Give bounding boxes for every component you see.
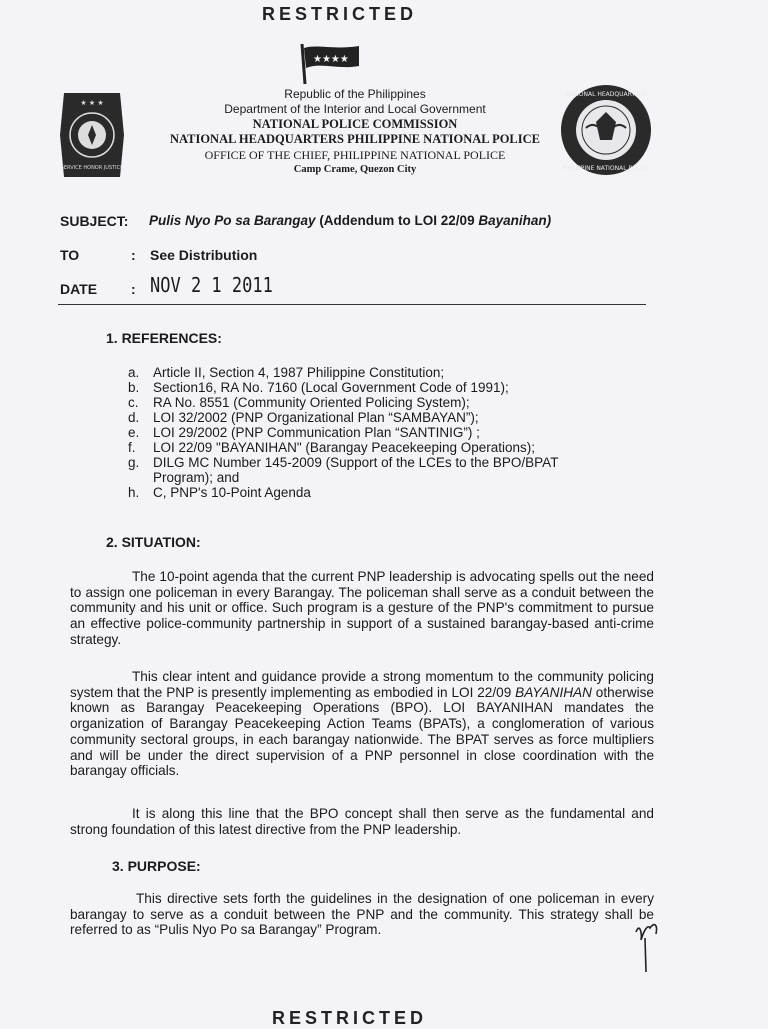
references-heading: 1. REFERENCES: bbox=[106, 330, 222, 346]
reference-text: C, PNP's 10-Point Agenda bbox=[153, 485, 311, 500]
letterhead-line-dilg: Department of the Interior and Local Government bbox=[224, 102, 486, 116]
reference-text: LOI 32/2002 (PNP Organizational Plan “SAMBAYAN”); bbox=[153, 410, 479, 425]
classification-bottom: RESTRICTED bbox=[272, 1008, 428, 1028]
flag-emblem-icon bbox=[293, 40, 363, 84]
reference-text: Article II, Section 4, 1987 Philippine Constitution; bbox=[153, 365, 445, 380]
reference-item bbox=[128, 395, 648, 410]
reference-item bbox=[128, 425, 648, 440]
reference-text: LOI 22/09 "BAYANIHAN" (Barangay Peacekeeping Operations); bbox=[153, 440, 536, 455]
to-colon: : bbox=[131, 247, 136, 263]
reference-item bbox=[128, 365, 648, 380]
reference-text: RA No. 8551 (Community Oriented Policing System); bbox=[153, 395, 470, 410]
reference-key: a. bbox=[128, 365, 140, 380]
reference-item bbox=[128, 470, 648, 485]
reference-text: DILG MC Number 145-2009 (Support of the LCEs to the BPO/BPAT bbox=[153, 455, 559, 470]
reference-text: LOI 29/2002 (PNP Communication Plan “SANTINIG”) ; bbox=[153, 425, 480, 440]
reference-item bbox=[128, 455, 648, 470]
to-label: TO bbox=[60, 247, 80, 263]
date-stamp: NOV 2 1 2011 bbox=[150, 274, 273, 298]
subject-rest: (Addendum to LOI 22/09 bbox=[315, 213, 479, 228]
situation-heading: 2. SITUATION: bbox=[106, 534, 201, 550]
svg-text:NATIONAL HEADQUARTERS: NATIONAL HEADQUARTERS bbox=[565, 91, 647, 98]
letterhead-line-address: Camp Crame, Quezon City bbox=[293, 164, 417, 175]
letterhead-line-nhq: NATIONAL HEADQUARTERS PHILIPPINE NATIONAL POLICE bbox=[170, 132, 540, 146]
reference-key: f. bbox=[128, 440, 136, 455]
situation-p2-italic: BAYANIHAN bbox=[515, 684, 592, 700]
subject-value bbox=[149, 213, 551, 228]
reference-key: d. bbox=[128, 410, 140, 425]
reference-key: e. bbox=[128, 425, 140, 440]
initial-signature-icon bbox=[632, 918, 664, 974]
reference-item bbox=[128, 485, 648, 500]
situation-p2-text-a: This clear intent and guidance provide a strong momentum to the community policing system that the PNP is presently implementing as embodied in LOI 22/09 bbox=[70, 669, 654, 700]
reference-item bbox=[128, 410, 648, 425]
svg-text:SERVICE HONOR JUSTICE: SERVICE HONOR JUSTICE bbox=[60, 165, 124, 171]
reference-item bbox=[128, 440, 648, 455]
svg-text:★★★★: ★★★★ bbox=[313, 54, 349, 65]
subject-label: SUBJECT: bbox=[60, 213, 129, 229]
letterhead-line-office: OFFICE OF THE CHIEF, PHILIPPINE NATIONAL POLICE bbox=[204, 148, 506, 162]
reference-text: Program); and bbox=[153, 470, 240, 485]
situation-paragraph-1: The 10-point agenda that the current PNP leadership is advocating spells out the need to assign one policeman in every Barangay. The policeman shall serve as a conduit between the community and his unit or office. Such program is a gesture of the PNP's commitment to pursue an effective police-community partnership in support of a sustained barangay-based anti-crime strategy. bbox=[70, 569, 654, 647]
reference-item bbox=[128, 380, 648, 395]
situation-paragraph-2 bbox=[70, 669, 654, 779]
header-divider bbox=[58, 304, 646, 305]
date-colon: : bbox=[131, 281, 136, 297]
to-value: See Distribution bbox=[150, 247, 258, 263]
subject-italic-2: Bayanihan) bbox=[478, 213, 552, 228]
reference-text: Section16, RA No. 7160 (Local Government Code of 1991); bbox=[153, 380, 509, 395]
purpose-heading: 3. PURPOSE: bbox=[112, 858, 201, 874]
letterhead-line-napolcom: NATIONAL POLICE COMMISSION bbox=[252, 117, 458, 131]
reference-key: g. bbox=[128, 455, 140, 470]
purpose-paragraph-1: This directive sets forth the guidelines in the designation of one policeman in every barangay to serve as a conduit between the PNP and the community. This strategy shall be referred to as “Pulis Nyo Po sa Barangay” Program. bbox=[70, 891, 654, 938]
svg-text:★ ★ ★: ★ ★ ★ bbox=[80, 99, 104, 107]
reference-key: h. bbox=[128, 485, 140, 500]
svg-text:PHILIPPINE NATIONAL POLICE: PHILIPPINE NATIONAL POLICE bbox=[562, 165, 650, 172]
classification-top: RESTRICTED bbox=[262, 4, 418, 24]
reference-key: b. bbox=[128, 380, 140, 395]
situation-paragraph-3: It is along this line that the BPO concept shall then serve as the fundamental and strong foundation of this latest directive from the PNP leadership. bbox=[70, 806, 654, 837]
reference-key: c. bbox=[128, 395, 139, 410]
situation-p2-text-c: otherwise known as Barangay Peacekeeping Operations (BPO). LOI BAYANIHAN mandates the organization of Barangay Peacekeeping Action Teams (BPATs), a conglomeration of various community sectoral groups, in each barangay nationwide. The BPAT serves as force multipliers and will be under the direct supervision of a PNP personnel in close coordination with the barangay officials. bbox=[70, 684, 654, 779]
subject-italic: Pulis Nyo Po sa Barangay bbox=[149, 213, 316, 228]
letterhead-line-republic: Republic of the Philippines bbox=[284, 87, 426, 101]
date-label: DATE bbox=[60, 281, 98, 297]
references-list bbox=[128, 365, 648, 515]
